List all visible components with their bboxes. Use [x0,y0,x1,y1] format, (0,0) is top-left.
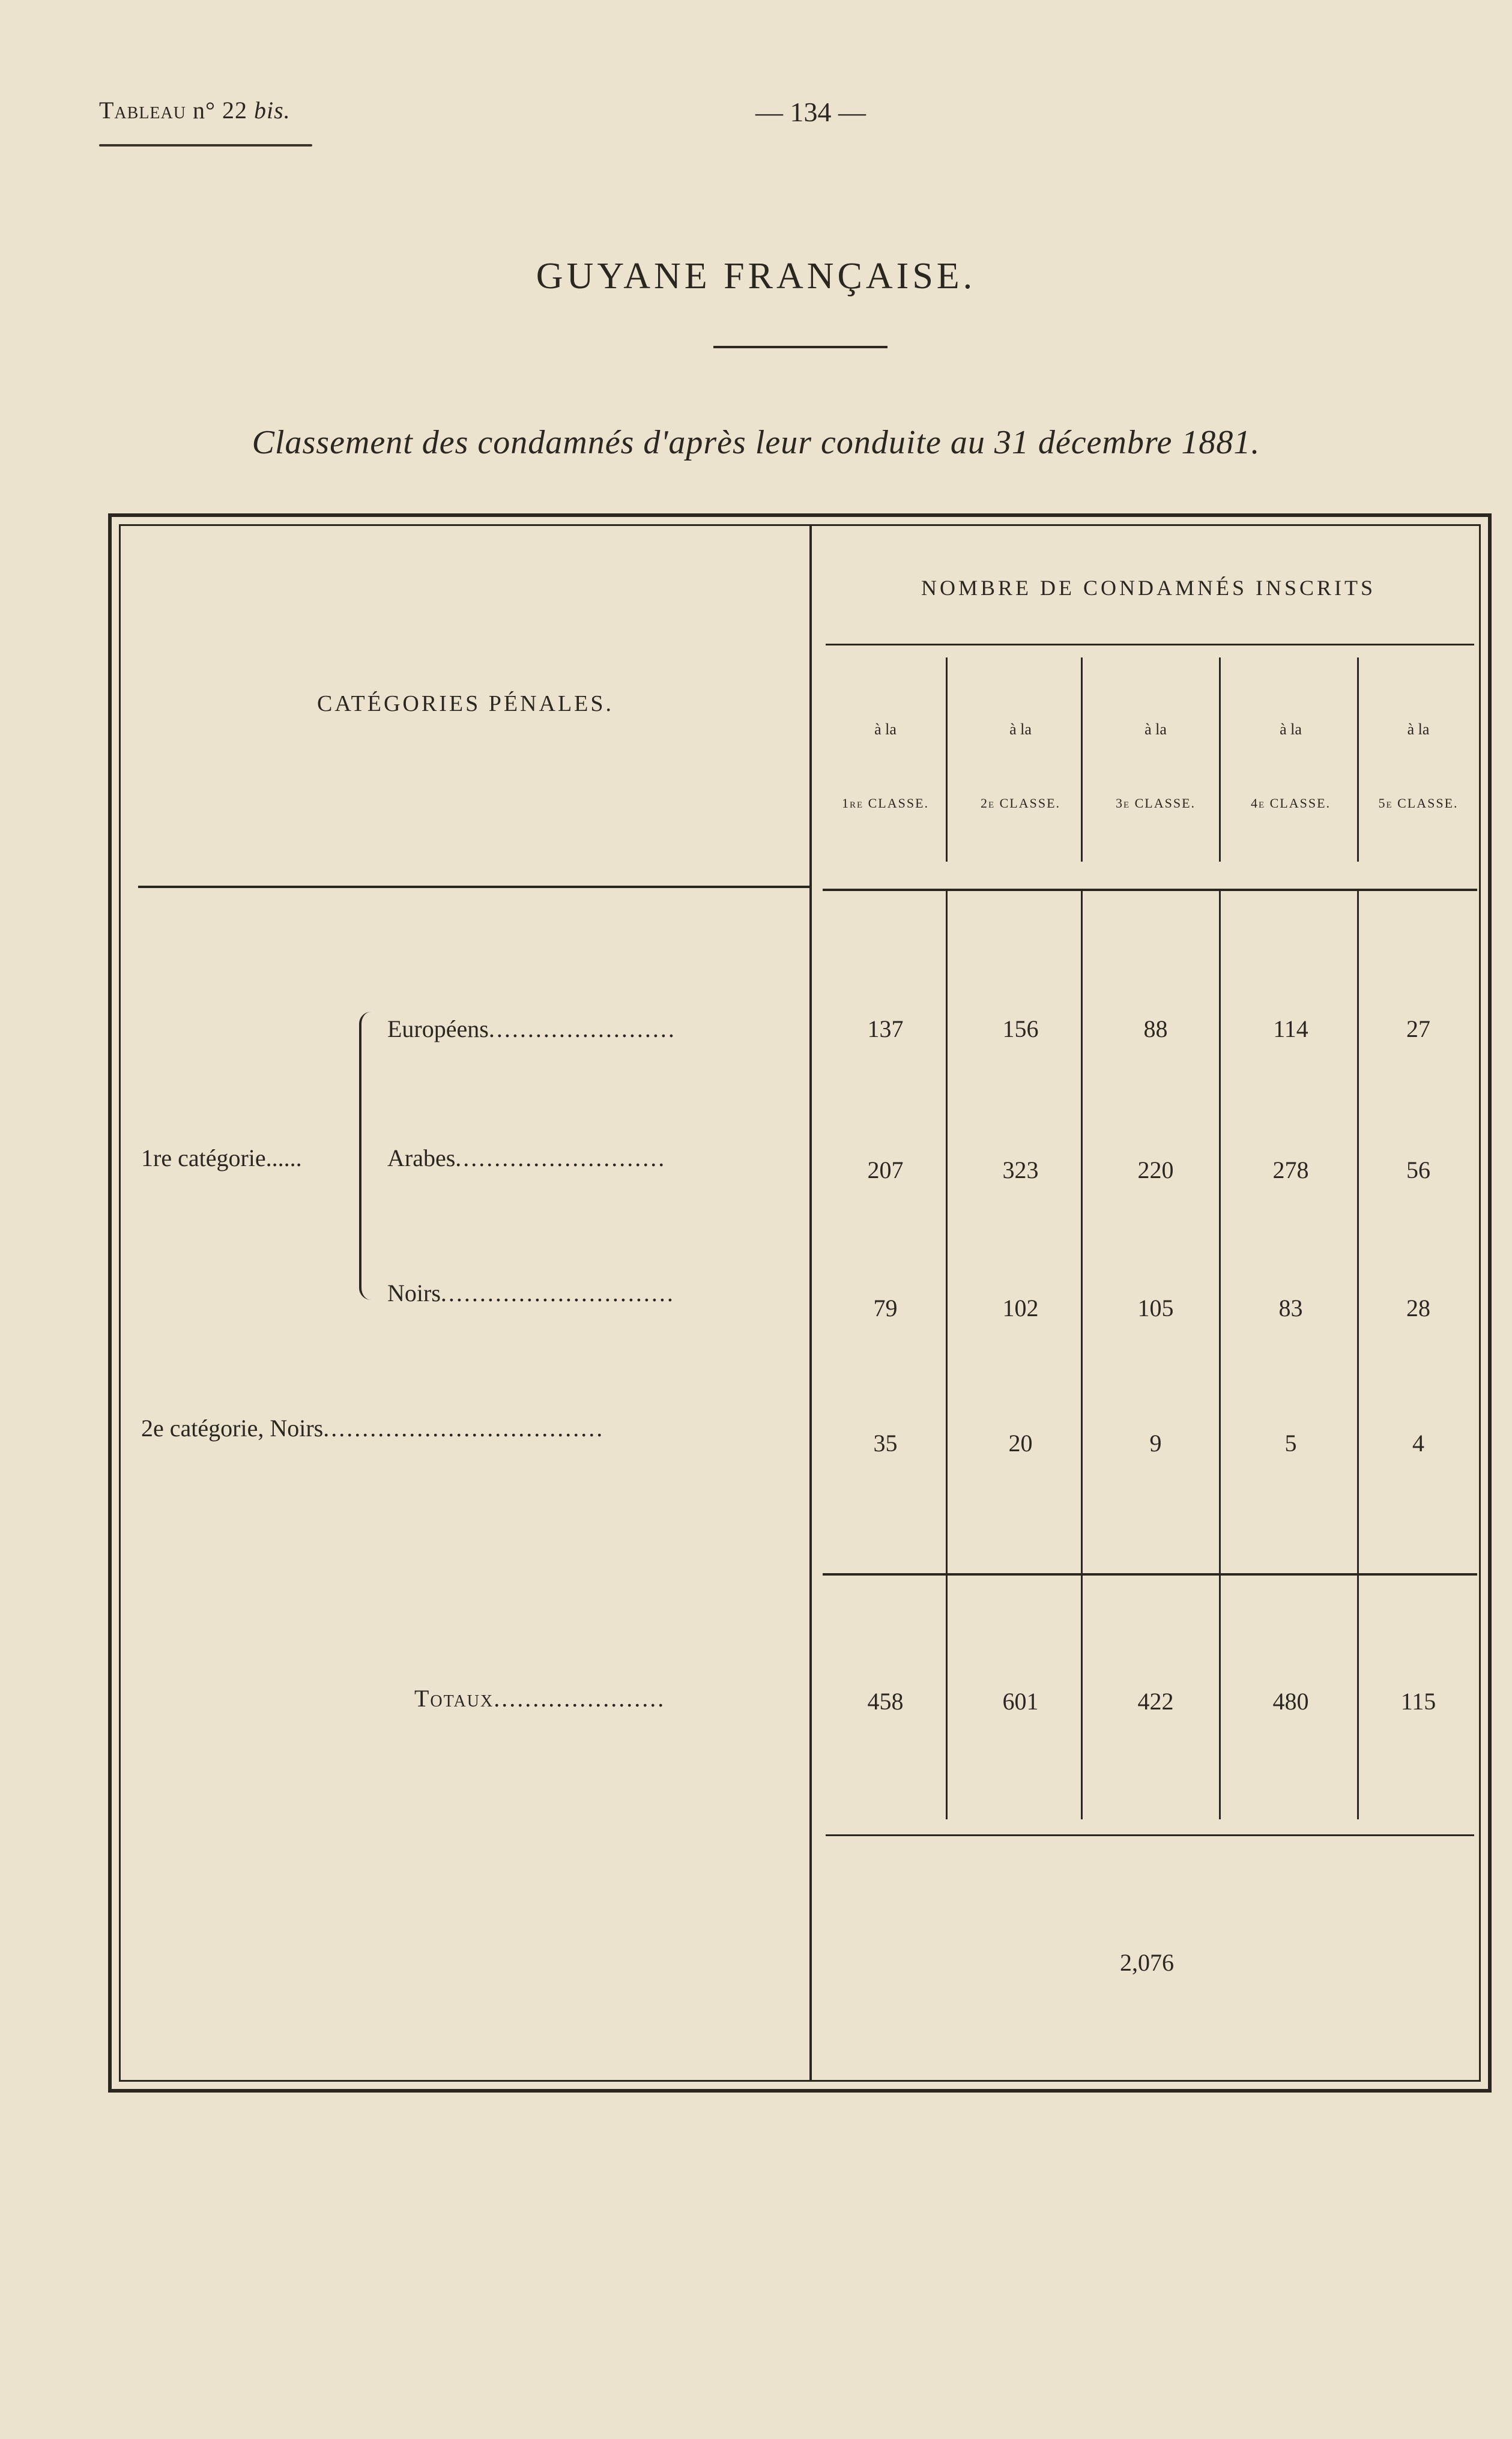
table-reference-label: Tableau [99,97,186,124]
col2-label: 2e CLASSE. [980,796,1061,811]
row-label [387,1015,676,1043]
col-line-1-head [946,657,948,862]
col1-label: 1re CLASSE. [841,796,930,811]
page-subtitle: Classement des condamnés d'après leur conduite au 31 décembre 1881. [252,424,1260,461]
page-number: — 134 — [755,97,866,127]
table-cell: 35 [873,1430,898,1457]
table-reference-number: n° 22 [192,97,247,124]
col3-prefix: à la [1145,721,1167,738]
table-cell: 9 [1149,1430,1162,1457]
row-leader-dots: .................................... [323,1415,605,1442]
table-cell: 28 [1406,1295,1430,1322]
table-cell: 114 [1273,1015,1308,1042]
group1-brace [359,1012,371,1300]
col1-prefix: à la [874,721,897,738]
table-cell: 4 [1412,1430,1424,1457]
table-cell: 20 [1008,1430,1033,1457]
table-cell: 207 [867,1156,904,1183]
row-leader-dots: .............................. [440,1280,675,1307]
table-cell: 102 [1002,1295,1039,1322]
row-label-text: Arabes [387,1144,456,1171]
row-label [387,1279,675,1307]
col4-prefix: à la [1280,721,1302,738]
col4-label: 4e CLASSE. [1250,796,1331,811]
table-cell: 220 [1137,1156,1174,1183]
group1-label: 1re catégorie...... [141,1144,302,1171]
row-label-text: 2e catégorie, Noirs [141,1415,324,1442]
table-cell: 137 [867,1015,904,1042]
counts-header-brace [826,644,1474,645]
total-cell: 115 [1400,1688,1436,1715]
table-cell: 27 [1406,1015,1430,1042]
grand-total: 2,076 [1120,1949,1174,1976]
totals-label-text: Totaux [414,1685,494,1712]
col2-prefix: à la [1009,721,1032,738]
header-underline [99,144,312,147]
table-reference-suffix: bis. [253,97,291,124]
counts-header: NOMBRE DE CONDAMNÉS INSCRITS [921,576,1376,600]
table-cell: 156 [1002,1015,1039,1042]
col-line-4-head [1357,657,1359,862]
col5-prefix: à la [1407,721,1430,738]
header-divider-right [823,889,1477,891]
row-leader-dots: ........................ [488,1015,676,1042]
table-reference [99,96,291,124]
total-cell: 458 [867,1688,904,1715]
table-cell: 56 [1406,1156,1430,1183]
row-label-text: Noirs [387,1280,441,1307]
table-cell: 83 [1278,1295,1303,1322]
table-cell: 79 [873,1295,898,1322]
col3-label: 3e CLASSE. [1115,796,1196,811]
totals-label [414,1684,665,1712]
title-rule [713,346,888,348]
row-label-text: Européens [387,1015,489,1042]
col5-label: 5e CLASSE. [1378,796,1459,811]
table-cell: 105 [1137,1295,1174,1322]
page-title: GUYANE FRANÇAISE. [536,256,976,297]
grand-total-brace [826,1834,1474,1836]
row-label [387,1144,666,1172]
table-cell: 88 [1143,1015,1168,1042]
total-cell: 422 [1137,1688,1174,1715]
table-cell: 323 [1002,1156,1039,1183]
row-leader-dots: ........................... [455,1144,667,1171]
total-cell: 480 [1272,1688,1309,1715]
table-cell: 278 [1272,1156,1309,1183]
col-line-2-head [1081,657,1083,862]
totals-leader-dots: ...................... [494,1685,666,1712]
table-cell: 5 [1284,1430,1297,1457]
table-column-separator [809,524,812,2082]
total-cell: 601 [1002,1688,1039,1715]
header-divider-left [138,886,809,888]
categories-header: CATÉGORIES PÉNALES. [316,691,614,716]
totals-divider [823,1573,1477,1576]
row-label [141,1414,604,1442]
col-line-3-head [1219,657,1221,862]
